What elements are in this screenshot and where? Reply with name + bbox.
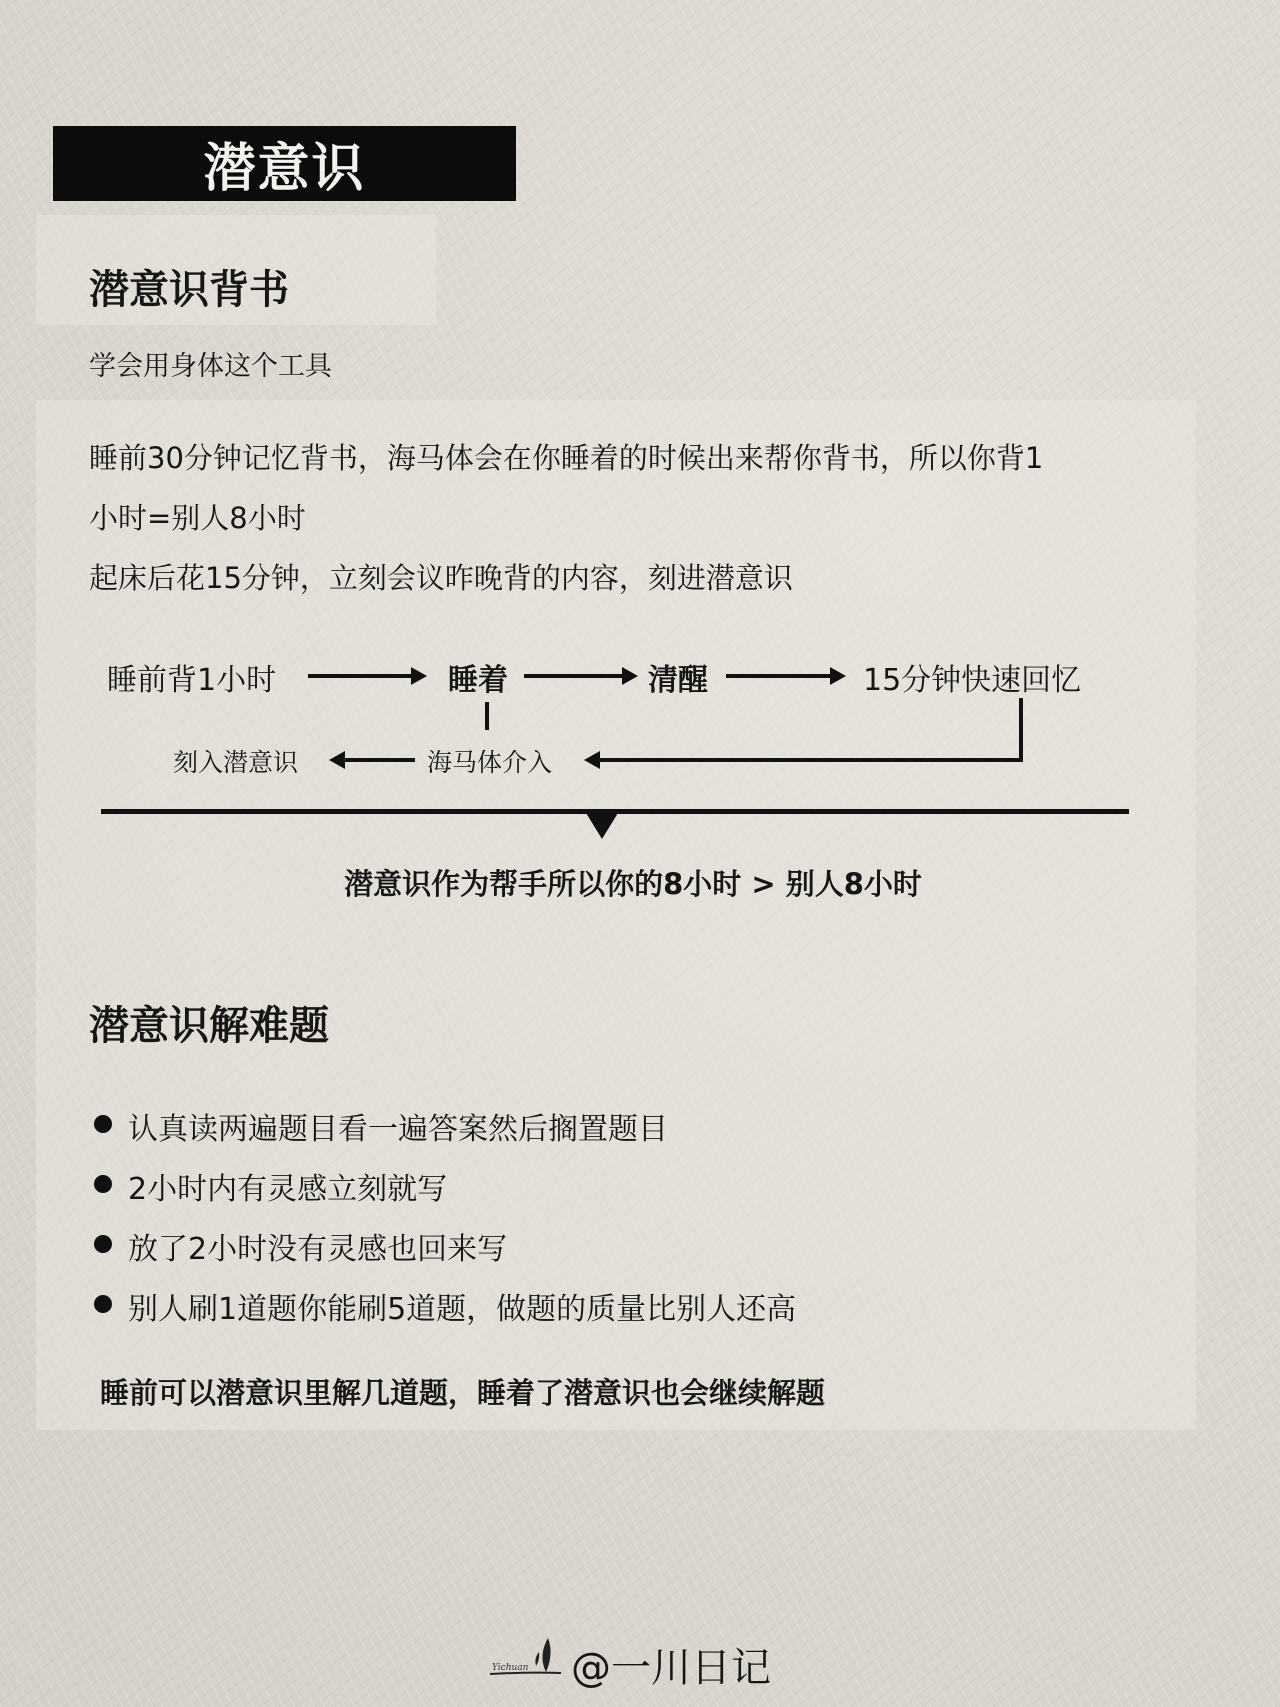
list-item: 放了2小时没有灵感也回来写 [128, 1232, 508, 1267]
bullet-icon [94, 1115, 112, 1133]
connector-line [1019, 698, 1023, 762]
svg-text:Yichuan: Yichuan [492, 1663, 529, 1673]
feather-logo-icon [488, 1636, 563, 1678]
flow-step-study: 睡前背1小时 [107, 663, 277, 698]
conclusion-text: 潜意识作为帮手所以你的8小时 > 别人8小时 [344, 867, 922, 901]
paragraph-line: 起床后花15分钟，立刻会议昨晚背的内容，刻进潜意识 [89, 561, 793, 595]
list-item: 别人刷1道题你能刷5道题，做题的质量比别人还高 [128, 1292, 797, 1327]
bullet-icon [94, 1175, 112, 1193]
flow-step-sleep: 睡着 [448, 663, 508, 698]
arrow-left-icon [588, 758, 1023, 762]
section-heading-problems: 潜意识解难题 [89, 1003, 329, 1049]
list-item: 2小时内有灵感立刻就写 [128, 1172, 448, 1207]
footer-logo [488, 1636, 563, 1678]
content-panel [36, 400, 1196, 1430]
list-item: 认真读两遍题目看一遍答案然后搁置题目 [128, 1112, 668, 1147]
arrow-right-icon [726, 674, 842, 678]
bullet-icon [94, 1235, 112, 1253]
arrow-right-icon [308, 674, 423, 678]
paragraph-line: 小时=别人8小时 [89, 501, 306, 535]
footer-handle: @一川日记 [571, 1645, 771, 1691]
triangle-down-icon [586, 813, 618, 839]
bullet-icon [94, 1295, 112, 1313]
flow-step-hippocampus: 海马体介入 [427, 748, 553, 777]
arrow-right-icon [524, 674, 634, 678]
section-heading-memorize: 潜意识背书 [89, 267, 289, 313]
flow-step-subconscious: 刻入潜意识 [173, 748, 299, 777]
connector-line [485, 702, 489, 730]
section2-conclusion: 睡前可以潜意识里解几道题，睡着了潜意识也会继续解题 [100, 1376, 826, 1410]
arrow-left-icon [333, 758, 415, 762]
flow-step-recall: 15分钟快速回忆 [863, 663, 1082, 698]
page-title: 潜意识 [53, 126, 516, 201]
paragraph-line: 睡前30分钟记忆背书，海马体会在你睡着的时候出来帮你背书，所以你背1 [89, 441, 1044, 475]
flow-step-wake: 清醒 [648, 663, 708, 698]
section-subtitle: 学会用身体这个工具 [89, 351, 332, 382]
